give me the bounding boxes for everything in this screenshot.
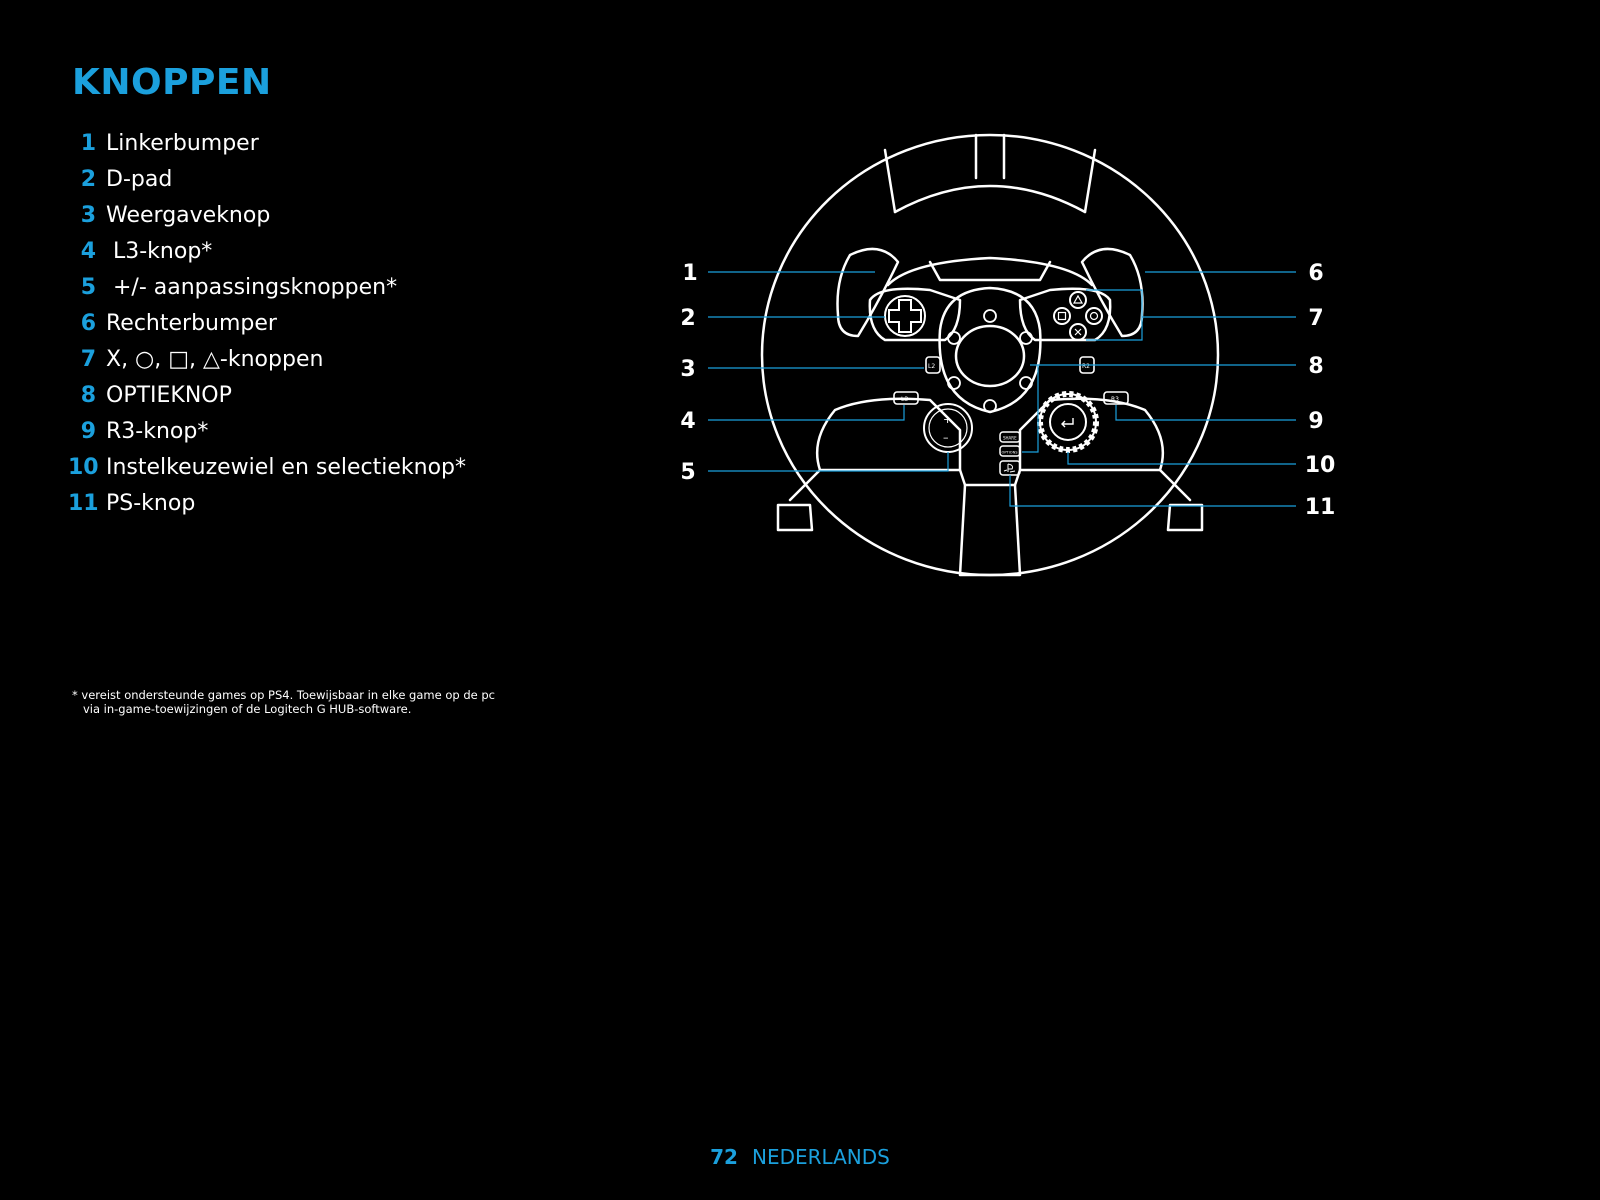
button-legend (68, 125, 466, 521)
callout-10: 10 (1304, 453, 1336, 478)
inner-rim-top (895, 186, 1085, 212)
circle-button-icon (1086, 308, 1102, 324)
callout-line-11 (1010, 475, 1296, 506)
legend-label: Rechterbumper (106, 310, 277, 336)
legend-item (68, 125, 466, 161)
legend-label: R3-knop* (106, 418, 209, 444)
callout-4: 4 (680, 409, 696, 434)
plus-label: + (943, 413, 953, 426)
legend-number: 7 (80, 346, 96, 372)
callout-line-7 (1086, 290, 1296, 340)
wheel-feet (778, 505, 1202, 530)
enter-icon (1062, 418, 1073, 427)
legend-item (68, 341, 466, 377)
selection-dial (1040, 394, 1096, 450)
legend-number: 11 (68, 490, 99, 516)
legend-number: 5 (80, 274, 96, 300)
legend-label: Weergaveknop (106, 202, 271, 228)
footnote: * vereist ondersteunde games op PS4. Toewijsbaar in elke game op de pc via in-game-toewijzingen of de Logitech G HUB-software. (72, 688, 495, 716)
ps-button (1000, 461, 1020, 475)
playstation-icon (1004, 464, 1015, 472)
bottom-base (960, 485, 1020, 575)
center-marker (976, 135, 1004, 178)
callout-8: 8 (1308, 354, 1324, 379)
legend-item (68, 413, 466, 449)
options-label: OPTIONS (1001, 450, 1018, 455)
language-label: NEDERLANDS (751, 1145, 890, 1169)
legend-label: X, ○, □, △-knoppen (106, 346, 324, 372)
legend-number: 4 (80, 238, 96, 264)
r2-label: R2 (1082, 363, 1090, 370)
legend-item (68, 485, 466, 521)
callout-1: 1 (682, 261, 698, 286)
logo-area (956, 326, 1024, 386)
steering-wheel-diagram (660, 120, 1340, 590)
legend-item (68, 233, 466, 269)
legend-item (68, 161, 466, 197)
triangle-button-icon (1070, 292, 1086, 308)
callout-2: 2 (680, 306, 696, 331)
callout-7: 7 (1308, 306, 1324, 331)
callout-6: 6 (1308, 261, 1324, 286)
legend-label: OPTIEKNOP (106, 382, 232, 408)
callout-lines (708, 272, 1296, 506)
l2-label: L2 (928, 363, 936, 370)
legend-number: 2 (80, 166, 96, 192)
square-button-icon (1054, 308, 1070, 324)
legend-number: 10 (68, 454, 99, 480)
plus-minus-buttons (924, 404, 972, 452)
page-title: KNOPPEN (72, 62, 272, 103)
callout-line-5 (708, 452, 948, 471)
legend-item (68, 269, 466, 305)
callout-9: 9 (1308, 409, 1324, 434)
legend-label: L3-knop* (106, 238, 213, 264)
page-number: 72 (710, 1145, 738, 1169)
central-hub (940, 288, 1041, 412)
legend-label: D-pad (106, 166, 173, 192)
share-label: SHARE (1003, 435, 1017, 441)
left-spoke (817, 399, 960, 470)
l3-label: L3 (901, 396, 909, 403)
minus-label: – (943, 431, 949, 444)
callout-5: 5 (680, 460, 696, 485)
legend-item (68, 305, 466, 341)
wheel-outline (762, 135, 1218, 575)
face-buttons (1054, 292, 1102, 340)
callout-line-9 (1116, 405, 1296, 420)
page-footer (0, 1145, 1600, 1169)
legend-label: Instelkeuzewiel en selectieknop* (106, 454, 467, 480)
legend-label: PS-knop (106, 490, 196, 516)
legend-number: 1 (80, 130, 96, 156)
legend-item (68, 197, 466, 233)
legend-number: 3 (80, 202, 96, 228)
callout-3: 3 (680, 357, 696, 382)
wheel-rim (762, 135, 1218, 575)
legend-label: +/- aanpassingsknoppen* (106, 274, 398, 300)
callout-line-10 (1068, 452, 1296, 464)
legend-number: 6 (80, 310, 96, 336)
hub-top-inner (930, 262, 1050, 280)
legend-number: 9 (80, 418, 96, 444)
legend-label: Linkerbumper (106, 130, 259, 156)
callout-11: 11 (1304, 495, 1336, 520)
callout-line-4 (708, 405, 904, 420)
legend-number: 8 (80, 382, 96, 408)
r3-label: R3 (1111, 396, 1119, 403)
legend-item (68, 449, 466, 485)
dpad-icon (885, 296, 925, 336)
legend-item (68, 377, 466, 413)
